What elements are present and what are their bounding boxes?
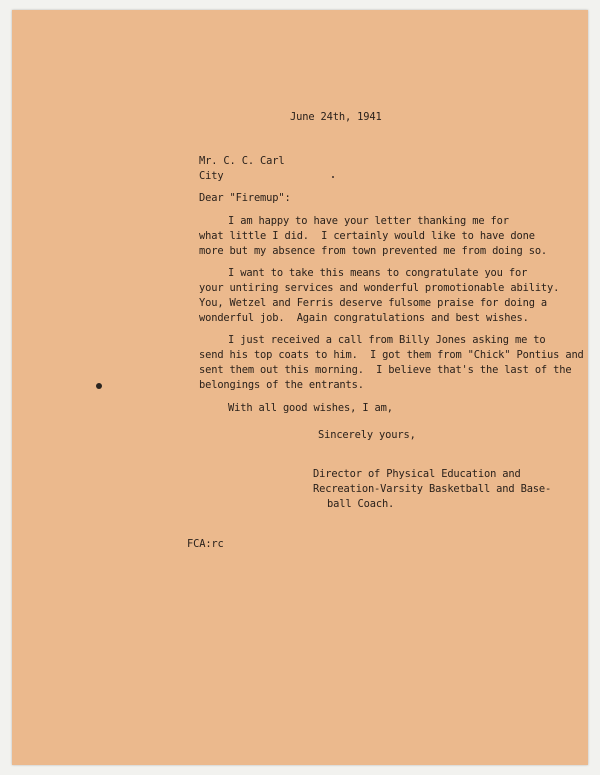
reference-initials: FCA:rc bbox=[187, 538, 224, 550]
paragraph-line: I am happy to have your letter thanking me for bbox=[228, 215, 509, 227]
paragraph-line: more but my absence from town prevented me from doing so. bbox=[199, 245, 548, 257]
letter-date: June 24th, 1941 bbox=[290, 111, 382, 123]
paragraph-line: send his top coats to him. I got them from "Chick" Pontius and bbox=[199, 349, 584, 361]
paragraph-line: You, Wetzel and Ferris deserve fulsome praise for doing a bbox=[199, 297, 548, 309]
paragraph-line: what little I did. I certainly would like to have done bbox=[199, 230, 535, 242]
paragraph-line: wonderful job. Again congratulations and best wishes. bbox=[199, 312, 529, 324]
punch-mark bbox=[96, 383, 102, 389]
paragraph-line: I want to take this means to congratulate you for bbox=[228, 267, 528, 279]
ink-speck bbox=[332, 176, 334, 178]
paragraph-line: I just received a call from Billy Jones asking me to bbox=[228, 334, 546, 346]
letter-page bbox=[12, 10, 588, 765]
closing-line: With all good wishes, I am, bbox=[228, 402, 393, 414]
salutation: Dear "Firemup": bbox=[199, 192, 291, 204]
paragraph-line: sent them out this morning. I believe that's the last of the bbox=[199, 364, 572, 376]
recipient-name: Mr. C. C. Carl bbox=[199, 155, 285, 167]
signature-title-line: Recreation-Varsity Basketball and Base- bbox=[313, 483, 552, 495]
paragraph-line: belongings of the entrants. bbox=[199, 379, 364, 391]
paragraph-line: your untiring services and wonderful promotionable ability. bbox=[199, 282, 560, 294]
recipient-city: City bbox=[199, 170, 224, 182]
signature-title-line: Director of Physical Education and bbox=[313, 468, 521, 480]
signature-title-line: ball Coach. bbox=[327, 498, 395, 510]
complimentary-close: Sincerely yours, bbox=[318, 429, 416, 441]
